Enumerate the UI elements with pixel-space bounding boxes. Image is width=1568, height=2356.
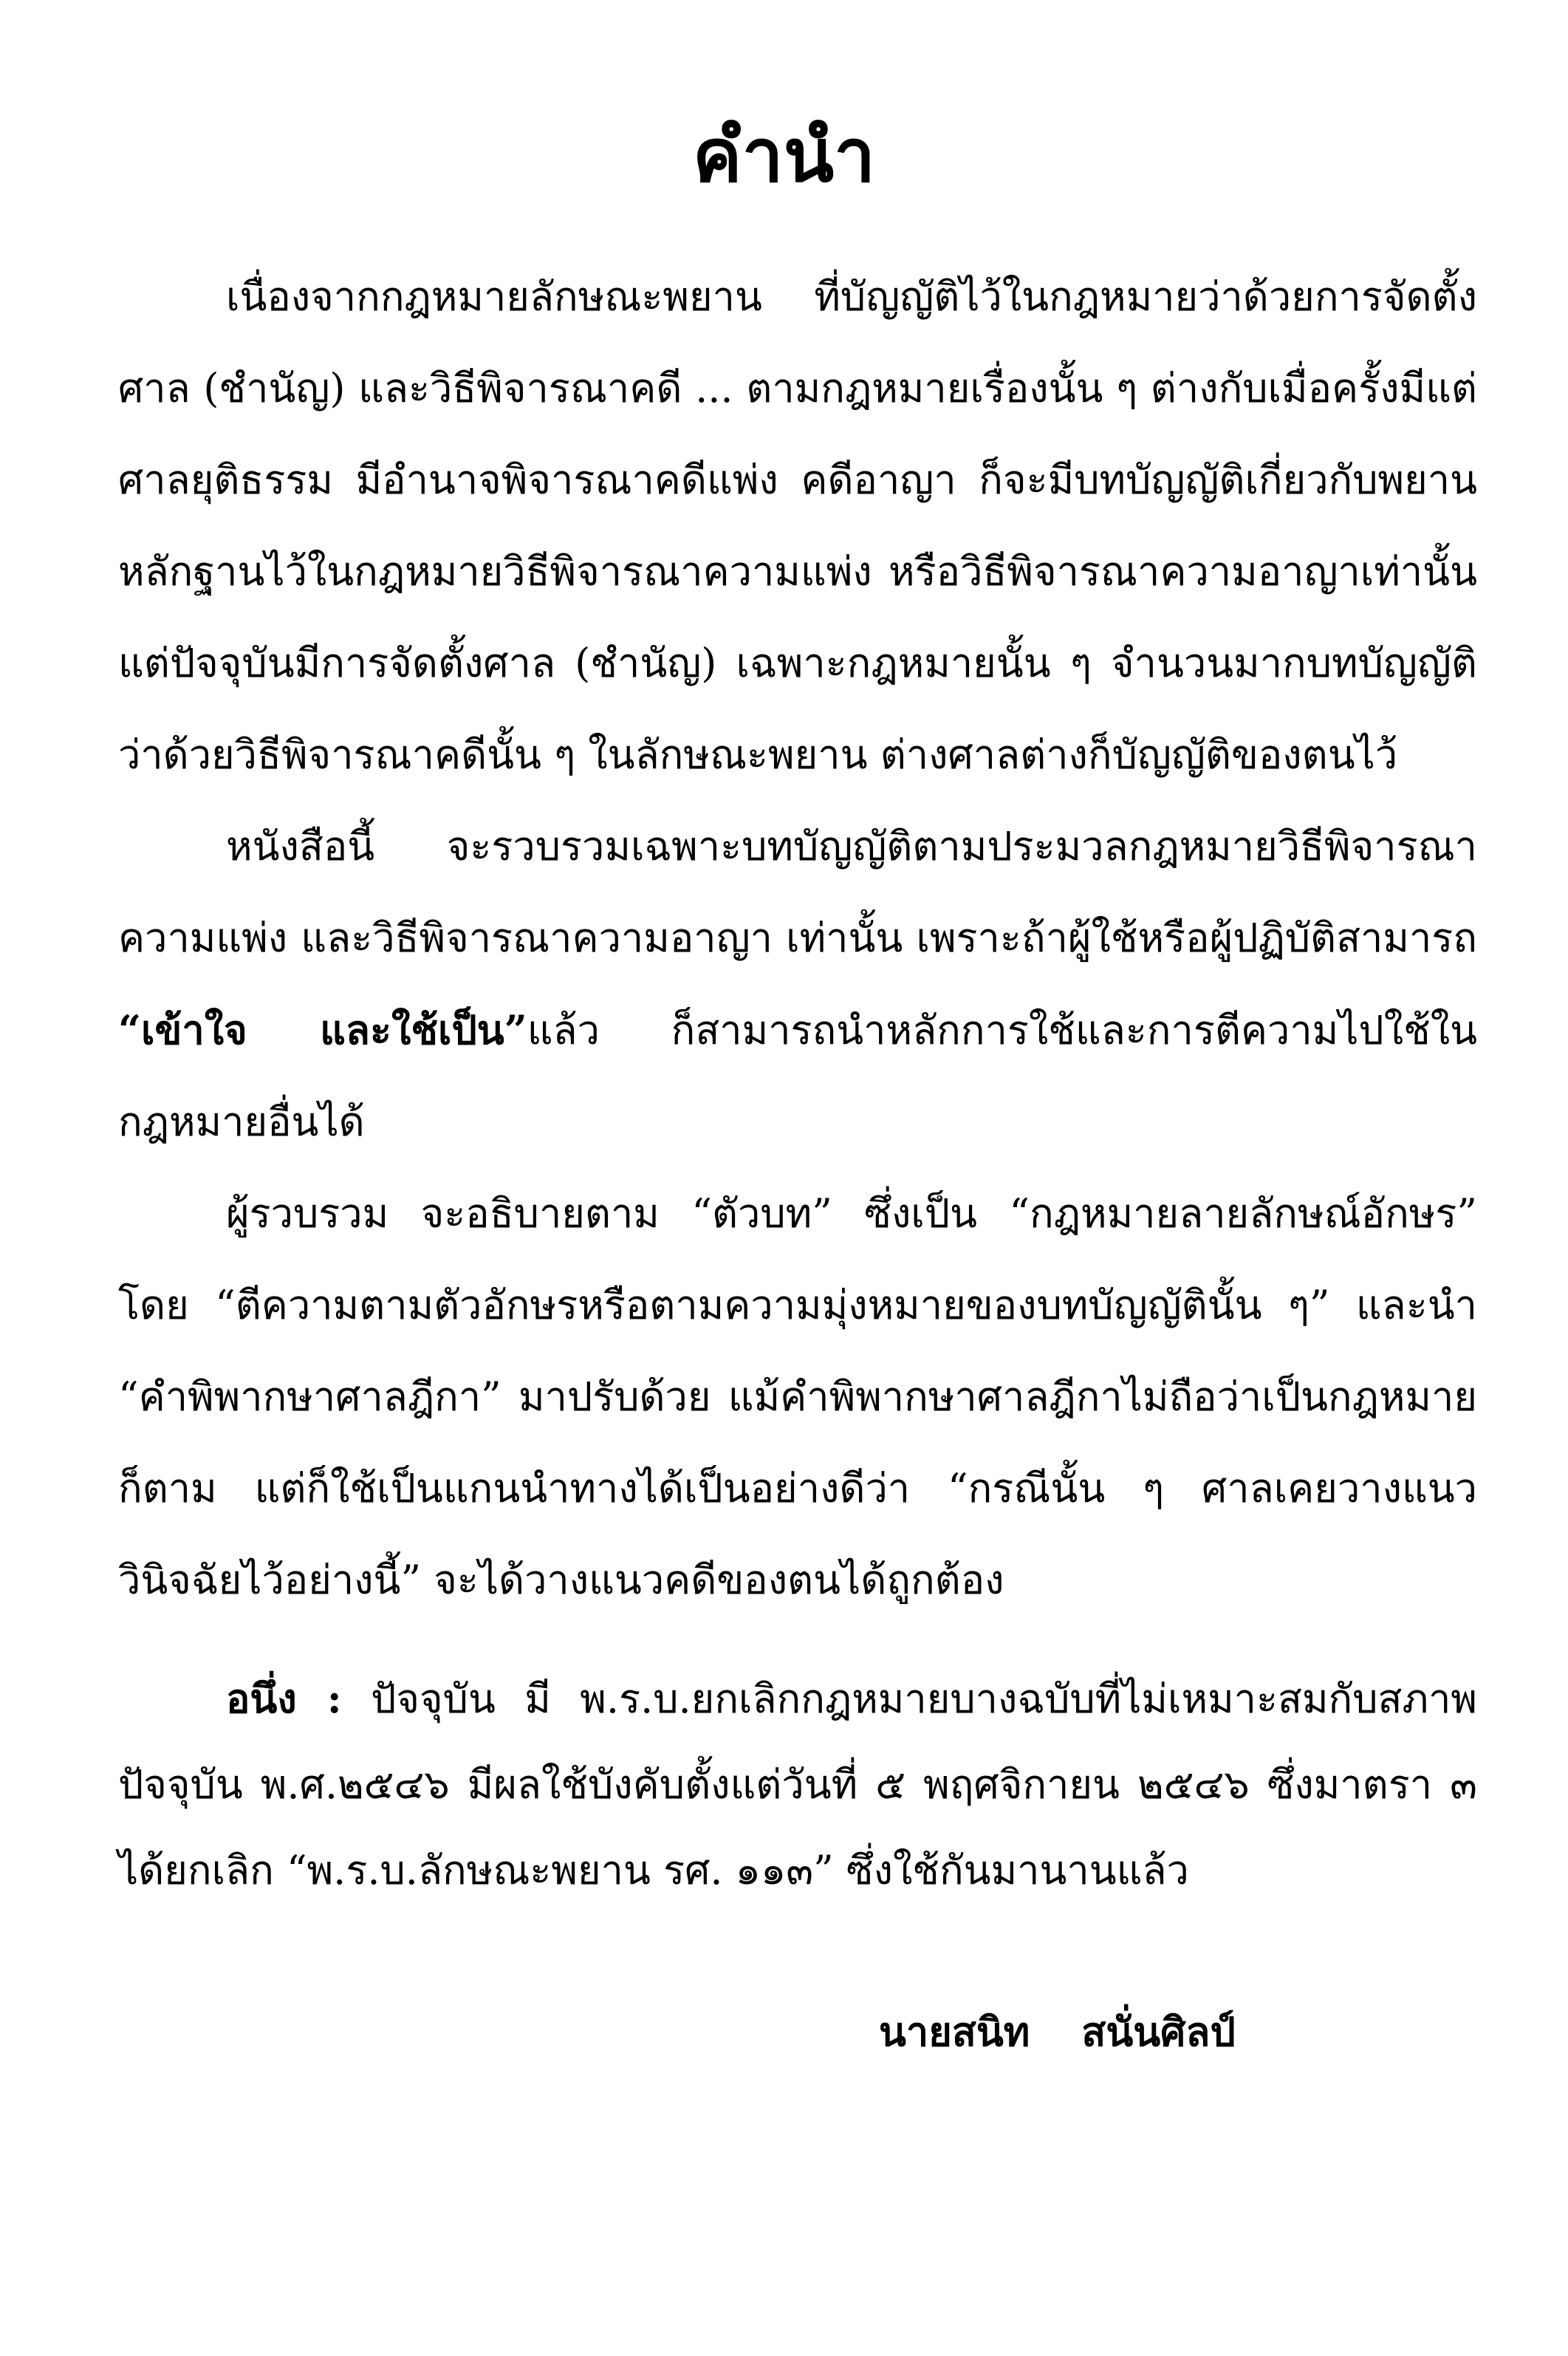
paragraph-2-text-after: แล้ว ก็สามารถนำหลักการใช้และการตีความไปใช้ในกฎหมายอื่นได้ [118, 1007, 1477, 1145]
page-title: คำนำ [692, 112, 876, 199]
note-text: ปัจจุบัน มี พ.ร.บ.ยกเลิกกฎหมายบางฉบับที่ไม่เหมาะสมกับสภาพปัจจุบัน พ.ศ.๒๕๔๖ มีผลใช้บังคับตั้งแต่วันที่ ๕ พฤศจิกายน ๒๕๔๖ ซึ่งมาตรา ๓ ได้ยกเลิก “พ.ร.บ.ลักษณะพยาน รศ. ๑๑๓” ซึ่งใช้กันมานานแล้ว [118, 1676, 1477, 1894]
body-text [118, 251, 1477, 1913]
paragraph-3: ผู้รวบรวม จะอธิบายตาม “ตัวบท” ซึ่งเป็น “กฎหมายลายลักษณ์อักษร” โดย “ตีความตามตัวอักษรหรือตามความมุ่งหมายของบทบัญญัตินั้น ๆ” และนำ “คำพิพากษาศาลฎีกา” มาปรับด้วย แม้คำพิพากษาศาลฎีกาไม่ถือว่าเป็นกฎหมายก็ตาม แต่ก็ใช้เป็นแกนนำทางได้เป็นอย่างดีว่า “กรณีนั้น ๆ ศาลเคยวางแนววินิจฉัยไว้อย่างนี้” จะได้วางแนวคดีของตนได้ถูกต้อง [118, 1190, 1478, 1603]
note-paragraph [118, 1656, 1477, 1913]
signature [879, 1995, 1236, 2069]
signature-first-name: นายสนิท [879, 2008, 1030, 2055]
paragraph-1: เนื่องจากกฎหมายลักษณะพยาน ที่บัญญัติไว้ในกฎหมายว่าด้วยการจัดตั้งศาล (ชำนัญ) และวิธีพิจารณาคดี ... ตามกฎหมายเรื่องนั้น ๆ ต่างกับเมื่อครั้งมีแต่ศาลยุติธรรม มีอำนาจพิจารณาคดีแพ่ง คดีอาญา ก็จะมีบทบัญญัติเกี่ยวกับพยานหลักฐานไว้ในกฎหมายวิธีพิจารณาความแพ่ง หรือวิธีพิจารณาความอาญาเท่านั้น แต่ปัจจุบันมีการจัดตั้งศาล (ชำนัญ) เฉพาะกฎหมายนั้น ๆ จำนวนมากบทบัญญัติว่าด้วยวิธีพิจารณาคดีนั้น ๆ ในลักษณะพยาน ต่างศาลต่างก็บัญญัติของตนไว้ [118, 273, 1477, 778]
paragraph-2-bold-phrase: “เข้าใจ และใช้เป็น” [118, 1006, 527, 1054]
paragraph-2-text-before: หนังสือนี้ จะรวบรวมเฉพาะบทบัญญัติตามประมวลกฎหมายวิธีพิจารณาความแพ่ง และวิธีพิจารณาความอาญา เท่านั้น เพราะถ้าผู้ใช้หรือผู้ปฏิบัติสามารถ [118, 823, 1477, 961]
note-label: อนึ่ง : [226, 1675, 342, 1722]
signature-last-name: สนั่นศิลป์ [1081, 2008, 1236, 2055]
paragraph-2 [118, 801, 1477, 1168]
